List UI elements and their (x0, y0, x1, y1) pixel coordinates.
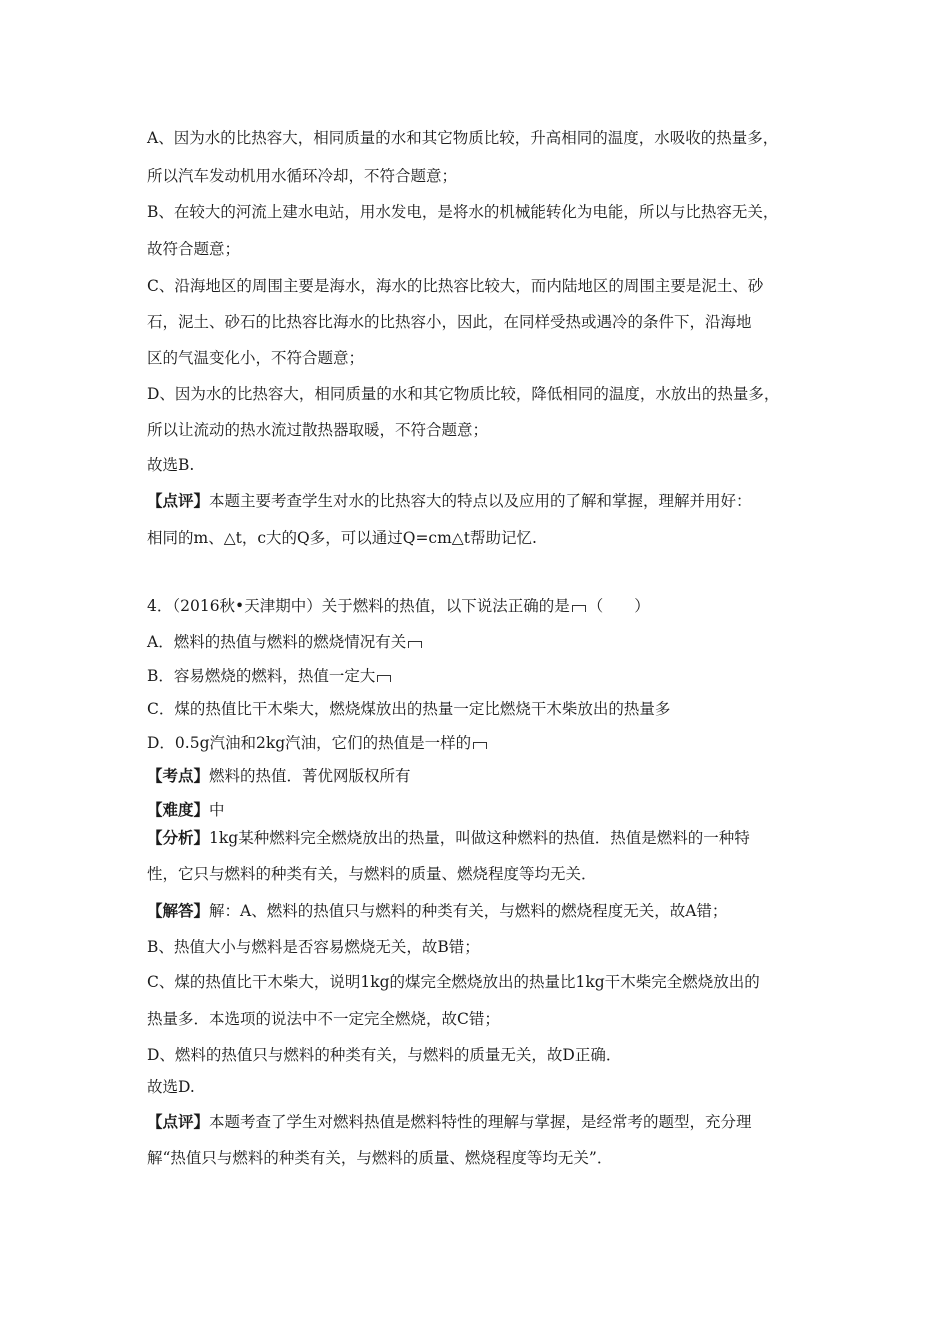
q4-kaodian-marker: 【考点】 (147, 766, 210, 785)
q3-option-c-analysis-line2: 石，泥土、砂石的比热容比海水的比热容小，因此，在同样受热或遇冷的条件下，沿海地 (147, 313, 752, 331)
q4-fenxi-marker: 【分析】 (147, 828, 210, 847)
q4-jieda-line1 (147, 901, 827, 921)
q3-answer-choice: 故选B. (147, 456, 195, 474)
q4-stem (147, 596, 827, 616)
q4-fenxi-line2: 性，它只与燃料的种类有关，与燃料的质量、燃烧程度等均无关． (147, 865, 597, 883)
q4-kaodian-text: 燃料的热值．菁优网版权所有 (209, 767, 411, 785)
space-marker-icon (408, 641, 422, 648)
q3-comment-line1 (147, 491, 827, 511)
q4-kaodian (147, 766, 827, 786)
q3-option-d-analysis-line1: D、因为水的比热容大，相同质量的水和其它物质比较，降低相同的温度，水放出的热量多， (147, 385, 780, 403)
q4-option-b-text: B．容易燃烧的燃料，热值一定大 (147, 667, 376, 685)
q4-option-a (147, 632, 827, 652)
q4-jieda-line5: D、燃料的热值只与燃料的种类有关，与燃料的质量无关，故D正确． (147, 1046, 622, 1064)
q3-option-a-analysis-line2: 所以汽车发动机用水循环冷却，不符合题意； (147, 167, 458, 185)
q4-dianping-marker: 【点评】 (147, 1112, 210, 1131)
q4-nandu-marker: 【难度】 (147, 800, 210, 819)
q4-fenxi-line1 (147, 828, 827, 848)
q4-jieda-line4: 热量多．本选项的说法中不一定完全燃烧，故C错； (147, 1010, 500, 1028)
q3-option-d-analysis-line2: 所以让流动的热水流过散热器取暖，不符合题意； (147, 421, 489, 439)
q4-stem-text: 4．（2016秋•天津期中）关于燃料的热值，以下说法正确的是 (147, 597, 570, 615)
q4-jieda-text: 解：A、燃料的热值只与燃料的种类有关，与燃料的燃烧程度无关，故A错； (209, 902, 728, 920)
q4-jieda-line2: B、热值大小与燃料是否容易燃烧无关，故B错； (147, 938, 480, 956)
q3-option-b-analysis-line2: 故符合题意； (147, 240, 241, 258)
q4-fenxi-text: 1kg某种燃料完全燃烧放出的热量，叫做这种燃料的热值．热值是燃料的一种特 (209, 829, 750, 847)
q4-option-d-text: D．0.5g汽油和2kg汽油，它们的热值是一样的 (147, 734, 472, 752)
q4-stem-blank: （ ） (587, 597, 650, 615)
q3-option-a-analysis-line1: A、因为水的比热容大，相同质量的水和其它物质比较，升高相同的温度，水吸收的热量多， (147, 129, 779, 147)
q3-option-c-analysis-line1: C、沿海地区的周围主要是海水，海水的比热容比较大，而内陆地区的周围主要是泥土、砂 (147, 277, 764, 295)
space-marker-icon (473, 742, 487, 749)
q3-comment-line2: 相同的m、△t，c大的Q多，可以通过Q=cm△t帮助记忆. (147, 529, 537, 547)
space-marker-icon (572, 605, 586, 612)
q4-option-b (147, 666, 827, 686)
q3-option-b-analysis-line1: B、在较大的河流上建水电站，用水发电，是将水的机械能转化为电能，所以与比热容无关， (147, 203, 779, 221)
q4-nandu (147, 800, 827, 820)
q4-option-d (147, 733, 827, 753)
q4-nandu-text: 中 (209, 801, 225, 819)
q3-comment-marker: 【点评】 (147, 491, 210, 510)
q3-comment-text: 本题主要考查学生对水的比热容大的特点以及应用的了解和掌握，理解并用好： (209, 492, 752, 510)
q4-dianping-line2: 解“热值只与燃料的种类有关，与燃料的质量、燃烧程度等均无关”． (147, 1149, 613, 1167)
q4-answer-choice: 故选D. (147, 1078, 195, 1096)
q4-jieda-marker: 【解答】 (147, 901, 210, 920)
q4-dianping-line1 (147, 1112, 827, 1132)
q4-option-c: C．煤的热值比干木柴大，燃烧煤放出的热量一定比燃烧干木柴放出的热量多 (147, 700, 671, 718)
space-marker-icon (377, 675, 391, 682)
q3-option-c-analysis-line3: 区的气温变化小，不符合题意； (147, 349, 365, 367)
q4-option-a-text: A．燃料的热值与燃料的燃烧情况有关 (147, 633, 407, 651)
q4-dianping-text: 本题考查了学生对燃料热值是燃料特性的理解与掌握，是经常考的题型，充分理 (209, 1113, 752, 1131)
q4-jieda-line3: C、煤的热值比干木柴大，说明1kg的煤完全燃烧放出的热量比1kg干木柴完全燃烧放出的 (147, 973, 760, 991)
